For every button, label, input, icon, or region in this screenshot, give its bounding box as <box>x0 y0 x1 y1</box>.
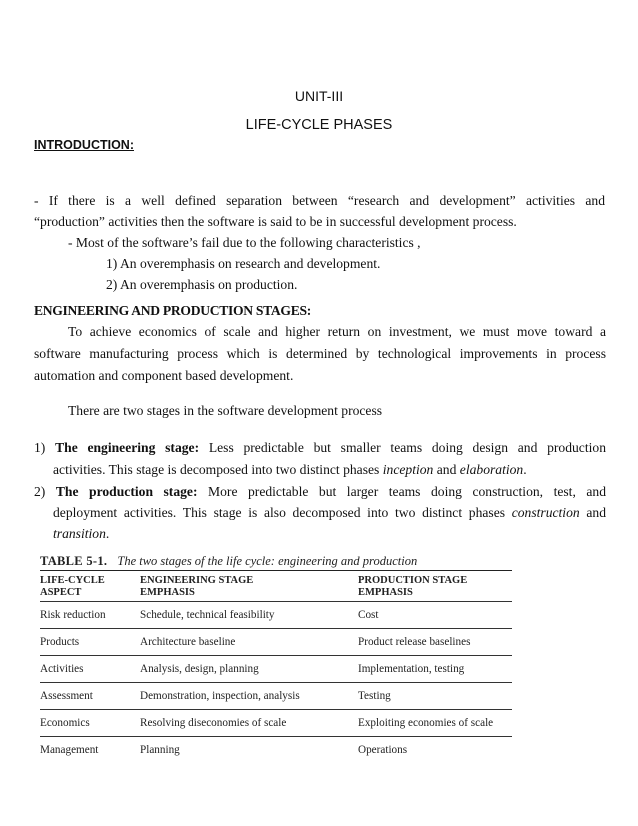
engineering-stage-term: The engineering stage: <box>55 440 200 455</box>
engineering-production-heading: ENGINEERING AND PRODUCTION STAGES: <box>34 303 311 318</box>
table-number: TABLE 5-1. <box>40 554 108 568</box>
introduction-heading: INTRODUCTION: <box>34 138 134 152</box>
production-stage-line-1: 2) The production stage: More predictable but larger teams doing construction, test, and <box>34 484 607 499</box>
table-row: Assessment Demonstration, inspection, analysis Testing <box>40 690 391 702</box>
engineering-stage-line-1: 1) The engineering stage: Less predictable but smaller teams doing design and production <box>34 440 606 455</box>
table-caption <box>40 552 512 570</box>
production-stage-line-2: deployment activities. This stage is also decomposed into two distinct phases construction and <box>53 505 606 520</box>
two-stages-intro: There are two stages in the software development process <box>68 403 383 418</box>
engineering-stage-line-2: activities. This stage is decomposed into two distinct phases inception and elaboration. <box>53 462 527 477</box>
stages-para-line-3: automation and component based development. <box>34 368 294 383</box>
intro-line-2: “production” activities then the software is said to be in successful development process. <box>34 214 517 229</box>
table-header-row <box>40 571 512 601</box>
table-header-aspect: LIFE-CYCLE ASPECT <box>40 575 105 598</box>
intro-characteristics: - Most of the software’s fail due to the following characteristics , <box>68 235 421 250</box>
table-title: The two stages of the life cycle: engineering and production <box>117 554 418 568</box>
characteristic-1: 1) An overemphasis on research and development. <box>106 256 381 271</box>
table-row: Economics Resolving diseconomies of scale Exploiting economies of scale <box>40 717 494 729</box>
production-stage-line-3: transition. <box>53 526 110 541</box>
table-row: Activities Analysis, design, planning Implementation, testing <box>40 663 465 675</box>
table-row: Risk reduction Schedule, technical feasibility Cost <box>40 609 379 621</box>
table-row: Products Architecture baseline Product release baselines <box>40 636 471 648</box>
stages-para-line-2: software manufacturing process which is determined by technological improvements in process <box>34 346 606 361</box>
stages-para-line-1: To achieve economics of scale and higher return on investment, we must move toward a <box>68 324 606 339</box>
characteristic-2: 2) An overemphasis on production. <box>106 277 298 292</box>
table-header-engineering: ENGINEERING STAGE EMPHASIS <box>140 575 254 598</box>
chapter-title: LIFE-CYCLE PHASES <box>245 117 393 133</box>
life-cycle-stages-table <box>40 552 512 763</box>
unit-heading: UNIT-III <box>294 88 344 104</box>
table-row: Management Planning Operations <box>40 744 408 756</box>
production-stage-term: The production stage: <box>55 484 198 499</box>
intro-line-1: - If there is a well defined separation between “research and development” activities and <box>34 193 605 208</box>
table-header-production: PRODUCTION STAGE EMPHASIS <box>358 575 468 598</box>
